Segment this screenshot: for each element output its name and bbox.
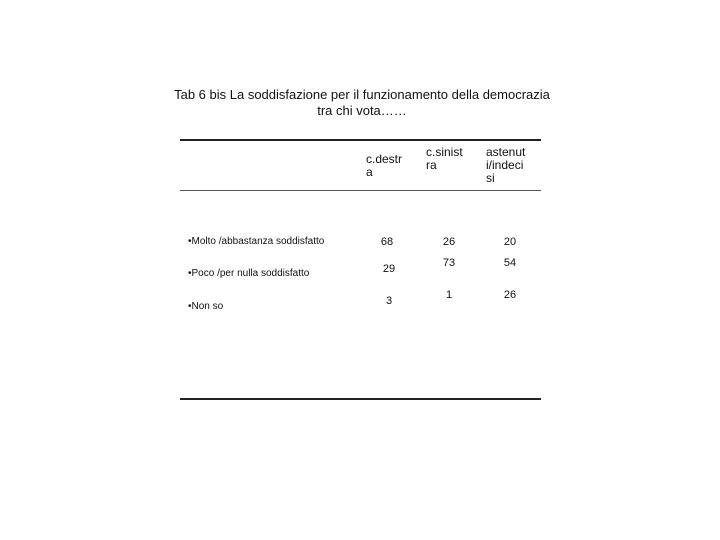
table-cell: 26	[503, 289, 517, 301]
row-label-soddisfatto: •Molto /abbastanza soddisfatto	[188, 236, 325, 247]
row-label-insoddisfatto: •Poco /per nulla soddisfatto	[188, 268, 310, 279]
table-title: Tab 6 bis La soddisfazione per il funzionamento della democrazia tra chi vota……	[174, 87, 550, 118]
table-cell: 1	[445, 289, 453, 301]
column-header-centro-sinistra: c.sinist ra	[426, 145, 463, 172]
table-top-rule	[180, 139, 541, 141]
table-cell: 54	[503, 257, 517, 269]
table-cell: 73	[442, 257, 456, 269]
row-label-non-so: •Non so	[188, 301, 224, 312]
table-cell: 68	[380, 236, 394, 248]
column-header-centro-destra: c.destr a	[366, 152, 403, 179]
column-header-astenuti: astenut i/indeci si	[486, 145, 526, 185]
table-cell: 26	[442, 236, 456, 248]
table-cell: 29	[382, 263, 396, 275]
table-cell: 3	[385, 295, 393, 307]
table-cell: 20	[503, 236, 517, 248]
table-header-rule	[180, 190, 541, 191]
table-bottom-rule	[180, 398, 541, 400]
